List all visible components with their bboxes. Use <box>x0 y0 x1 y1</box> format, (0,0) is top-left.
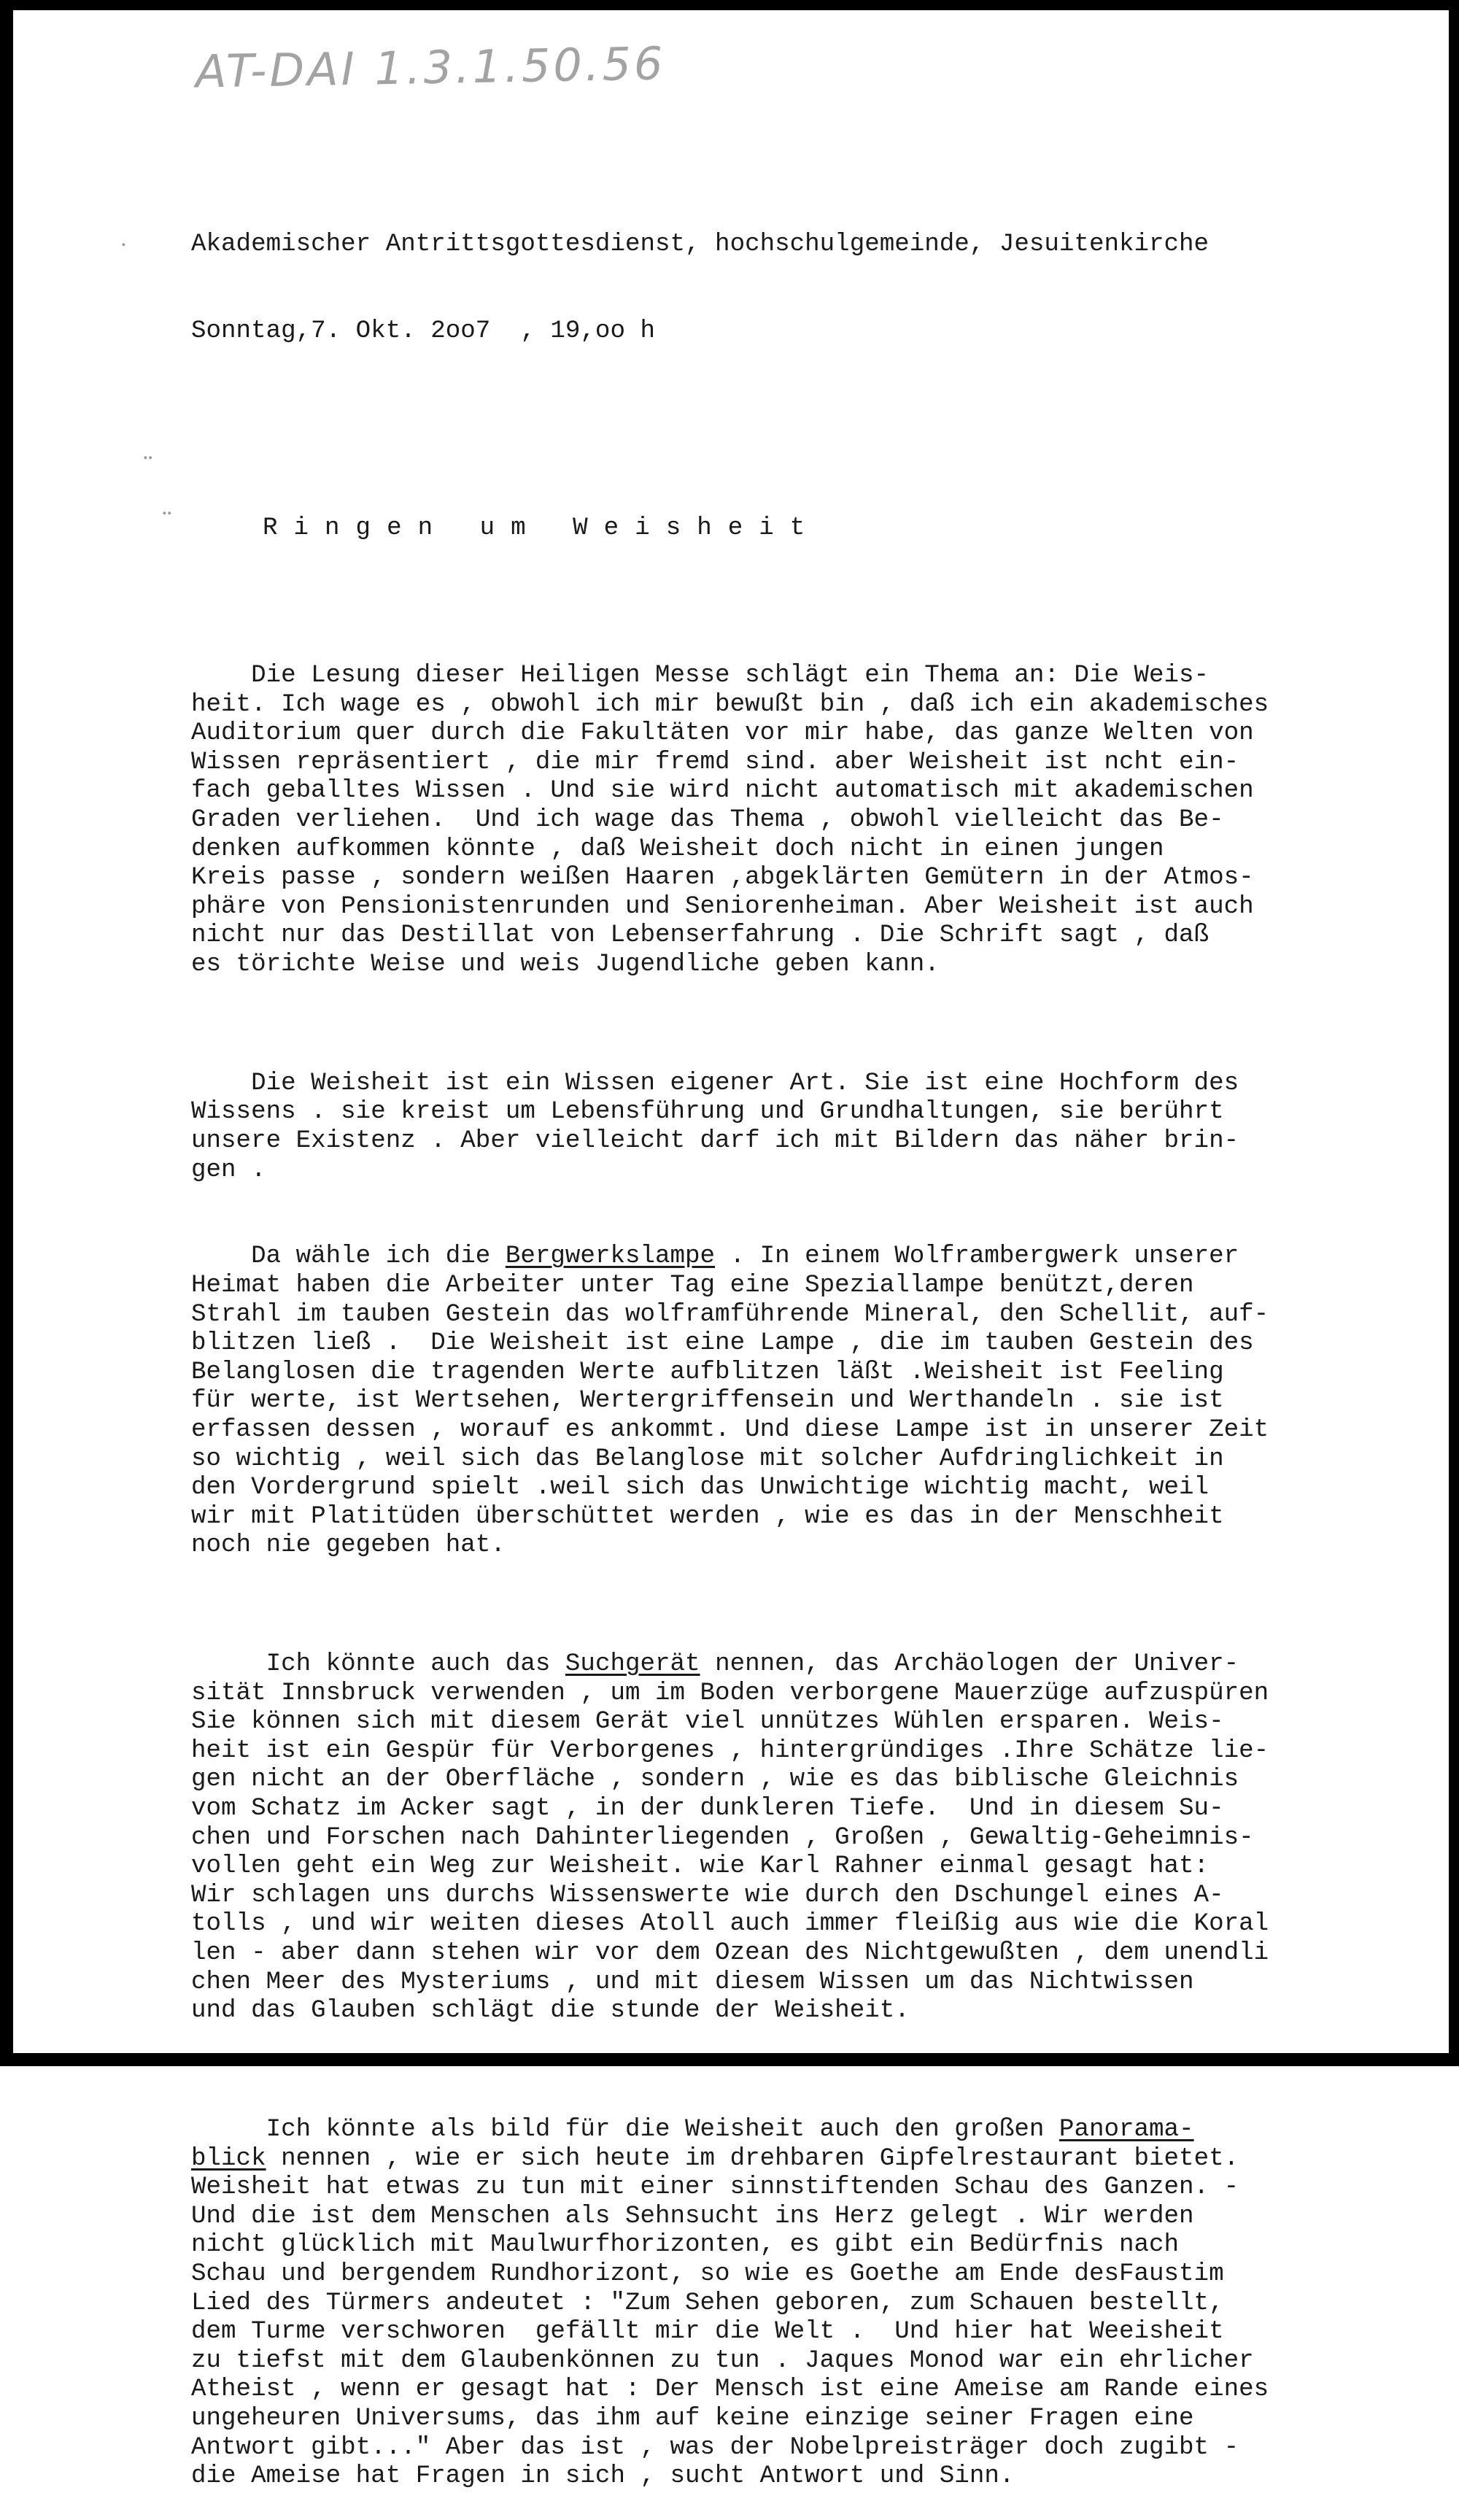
text-line: Lied des Türmers andeutet : "Zum Sehen geboren, zum Schauen bestellt, <box>191 2289 1224 2317</box>
text-line: denken aufkommen könnte , daß Weisheit doch nicht in einen jungen <box>191 835 1164 863</box>
text-segment: nennen , wie er sich heute im drehbaren Gipfelrestaurant bietet. <box>266 2144 1239 2173</box>
margin-speck: ꞏꞏ <box>143 449 153 468</box>
text-line <box>191 1650 1424 1680</box>
underlined-keyword: blick <box>191 2144 266 2173</box>
text-line: Wir schlagen uns durchs Wissenswerte wie durch den Dschungel eines A- <box>191 1881 1224 1909</box>
text-line: Wissen repräsentiert , die mir fremd sind. aber Weisheit ist ncht ein- <box>191 748 1239 776</box>
text-segment: nennen, das Archäologen der Univer- <box>700 1650 1239 1679</box>
page-title: Ringen um Weisheit <box>263 514 821 542</box>
archive-code-stamp: AT-DAI 1.3.1.50.56 <box>195 36 667 98</box>
text-line: dem Turme verschworen gefällt mir die Welt . Und hier hat Weeisheit <box>191 2318 1224 2346</box>
text-line: zu tiefst mit dem Glaubenkönnen zu tun . Jaques Monod war ein ehrlicher <box>191 2346 1254 2375</box>
text-line: nicht nur das Destillat von Lebenserfahrung . Die Schrift sagt , daß <box>191 921 1210 950</box>
text-line: chen und Forschen nach Dahinterliegenden , Großen , Gewaltig-Geheimnis- <box>191 1823 1254 1852</box>
text-line: Atheist , wenn er gesagt hat : Der Mensch ist eine Ameise am Rande eines <box>191 2376 1269 2404</box>
paragraph-2 <box>191 1070 1424 1185</box>
text-line: gen nicht an der Oberfläche , sondern , wie es das biblische Gleichnis <box>191 1766 1239 1794</box>
letter-body <box>191 115 1424 2520</box>
text-line: die Ameise hat Fragen in sich , sucht Antwort und Sinn. <box>191 2462 1015 2491</box>
underlined-keyword: Panorama- <box>1059 2116 1194 2144</box>
text-segment: Ich könnte auch das <box>191 1650 565 1679</box>
text-line: erfassen dessen , worauf es ankommt. Und diese Lampe ist in unserer Zeit <box>191 1415 1269 1444</box>
text-line: nicht glücklich mit Maulwurfhorizonten, es gibt ein Bedürfnis nach <box>191 2231 1180 2260</box>
text-line: heit. Ich wage es , obwohl ich mir bewußt bin , daß ich ein akademisches <box>191 690 1269 719</box>
paragraph-3-bergwerkslampe <box>191 1242 1424 1561</box>
text-line <box>191 2116 1424 2145</box>
text-line: vom Schatz im Acker sagt , in der dunkleren Tiefe. Und in diesem Su- <box>191 1795 1224 1823</box>
header-event-line: Akademischer Antrittsgottesdienst, hochschulgemeinde, Jesuitenkirche <box>191 231 1210 259</box>
text-line: tolls , und wir weiten dieses Atoll auch immer fleißig aus wie die Koral <box>191 1910 1269 1939</box>
text-line: vollen geht ein Weg zur Weisheit. wie Karl Rahner einmal gesagt hat: <box>191 1852 1210 1881</box>
text-line: und das Glauben schlägt die stunde der Weisheit. <box>191 1997 910 2025</box>
text-line: Die Lesung dieser Heiligen Messe schlägt ein Thema an: Die Weis- <box>191 662 1210 690</box>
underlined-keyword: Suchgerät <box>565 1650 700 1679</box>
text-line: Antwort gibt..." Aber das ist , was der Nobelpreisträger doch zugibt - <box>191 2433 1239 2462</box>
paragraph-5-panoramablick <box>191 2116 1424 2492</box>
text-line: Graden verliehen. Und ich wage das Thema , obwohl vielleicht das Be- <box>191 806 1224 835</box>
text-segment: Ich könnte als bild für die Weisheit auch den großen <box>191 2116 1059 2144</box>
text-line: Heimat haben die Arbeiter unter Tag eine Speziallampe benützt,deren <box>191 1271 1194 1299</box>
text-segment: Da wähle ich die <box>191 1242 506 1271</box>
text-line <box>191 2145 1424 2174</box>
header-date-line: Sonntag,7. Okt. 2oo7 , 19,oo h <box>191 317 655 346</box>
text-line: Kreis passe , sondern weißen Haaren ,abgeklärten Gemütern in der Atmos- <box>191 864 1254 892</box>
text-line: Sie können sich mit diesem Gerät viel unnützes Wühlen ersparen. Weis- <box>191 1708 1224 1736</box>
text-line: für werte, ist Wertsehen, Wertergriffensein und Werthandeln . sie ist <box>191 1387 1224 1415</box>
margin-speck: ꞏꞏ <box>162 505 172 523</box>
text-line: Strahl im tauben Gestein das wolframführende Mineral, den Schellit, auf- <box>191 1300 1269 1329</box>
text-line: Und die ist dem Menschen als Sehnsucht ins Herz gelegt . Wir werden <box>191 2202 1194 2230</box>
text-line: unsere Existenz . Aber vielleicht darf ich mit Bildern das näher brin- <box>191 1127 1239 1155</box>
text-line: fach geballtes Wissen . Und sie wird nicht automatisch mit akademischen <box>191 777 1254 805</box>
text-line: wir mit Platitüden überschüttet werden , wie es das in der Menschheit <box>191 1502 1224 1531</box>
text-line: Belanglosen die tragenden Werte aufblitzen läßt .Weisheit ist Feeling <box>191 1358 1224 1386</box>
text-line: Schau und bergendem Rundhorizont, so wie es Goethe am Ende desFaustim <box>191 2260 1224 2288</box>
text-line: blitzen ließ . Die Weisheit ist eine Lampe , die im tauben Gestein des <box>191 1329 1254 1358</box>
text-line: Weisheit hat etwas zu tun mit einer sinnstiftenden Schau des Ganzen. - <box>191 2173 1239 2202</box>
text-line: noch nie gegeben hat. <box>191 1531 506 1560</box>
text-line: Wissens . sie kreist um Lebensführung und Grundhaltungen, sie berührt <box>191 1098 1224 1126</box>
text-line: sität Innsbruck verwenden , um im Boden verborgene Mauerzüge aufzuspüren <box>191 1679 1269 1707</box>
text-line: Auditorium quer durch die Fakultäten vor mir habe, das ganze Welten von <box>191 719 1254 748</box>
text-line: es törichte Weise und weis Jugendliche geben kann. <box>191 951 940 979</box>
text-line: phäre von Pensionistenrunden und Seniorenheiman. Aber Weisheit ist auch <box>191 892 1254 921</box>
text-line: Die Weisheit ist ein Wissen eigener Art. Sie ist eine Hochform des <box>191 1069 1239 1097</box>
text-line: heit ist ein Gespür für Verborgenes , hintergründiges .Ihre Schätze lie- <box>191 1736 1269 1765</box>
text-line <box>191 1242 1424 1272</box>
text-segment: . In einem Wolframbergwerk unserer <box>715 1242 1239 1271</box>
text-line: so wichtig , weil sich das Belanglose mit solcher Aufdringlichkeit in <box>191 1445 1224 1473</box>
text-line: chen Meer des Mysteriums , und mit diesem Wissen um das Nichtwissen <box>191 1968 1194 1996</box>
text-line: len - aber dann stehen wir vor dem Ozean des Nichtgewußten , dem unendli <box>191 1939 1269 1968</box>
underlined-keyword: Bergwerkslampe <box>505 1242 716 1271</box>
text-line: gen . <box>191 1156 266 1184</box>
paragraph-1 <box>191 662 1424 980</box>
text-line: ungeheuren Universums, das ihm auf keine einzige seiner Fragen eine <box>191 2404 1194 2432</box>
letter-header <box>191 173 1424 404</box>
text-line: den Vordergrund spielt .weil sich das Unwichtige wichtig macht, weil <box>191 1474 1210 1502</box>
paragraph-4-suchgeraet <box>191 1650 1424 2026</box>
margin-speck: ꞏ <box>121 236 126 255</box>
